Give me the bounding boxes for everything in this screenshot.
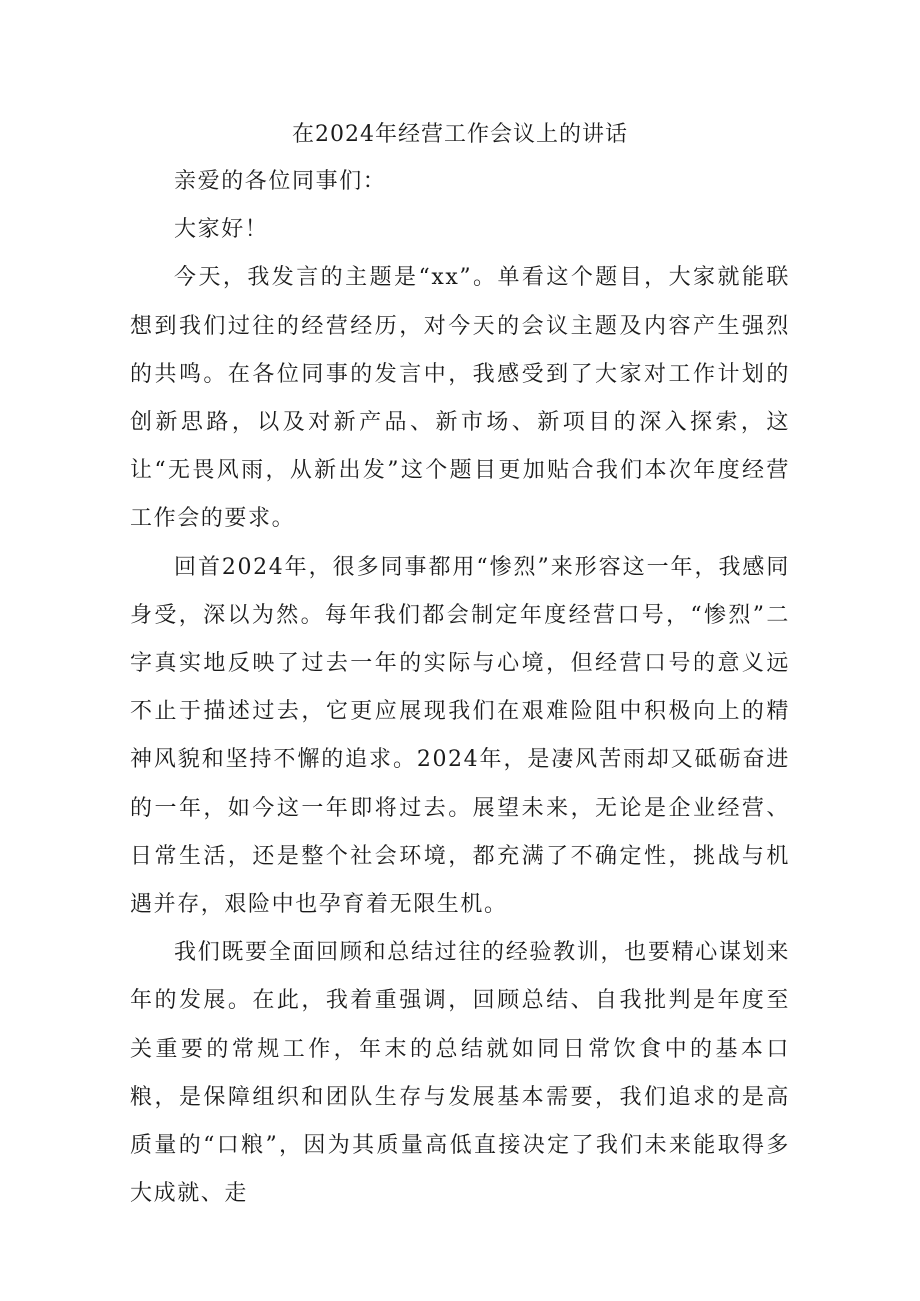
greeting-line: 亲爱的各位同事们：: [174, 169, 387, 194]
body-paragraph-3: 我们既要全面回顾和总结过往的经验教训，也要精心谋划来年的发展。在此，我着重强调，回顾总结、自我批判是年度至关重要的常规工作，年末的总结就如同日常饮食中的基本口粮，是保障组织和团队生存与发展基本需要，我们追求的是高质量的“口粮”，因为其质量高低直接决定了我们未来能取得多大成就、走: [130, 940, 790, 1207]
hello-line: 大家好！: [174, 217, 269, 243]
body-paragraph-1: 今天，我发言的主题是“xx”。单看这个题目，大家就能联想到我们过往的经营经历，对今天的会议主题及内容产生强烈的共鸣。在各位同事的发言中，我感受到了大家对工作计划的创新思路，以及对新产品、新市场、新项目的深入探索，这让“无畏风雨，从新出发”这个题目更加贴合我们本次年度经营工作会的要求。: [130, 265, 790, 532]
body-paragraph-2: 回首2024年，很多同事都用“惨烈”来形容这一年，我感同身受，深以为然。每年我们都会制定年度经营口号，“惨烈”二字真实地反映了过去一年的实际与心境，但经营口号的意义远不止于描述过去，它更应展现我们在艰难险阻中积极向上的精神风貌和坚持不懈的追求。2024年，是凄风苦雨却又砥砺奋进的一年，如今这一年即将过去。展望未来，无论是企业经营、日常生活，还是整个社会环境，都充满了不确定性，挑战与机遇并存，艰险中也孕育着无限生机。: [130, 554, 790, 918]
document-title: 在2024年经营工作会议上的讲话: [292, 122, 628, 147]
document-page: [130, 112, 790, 1218]
